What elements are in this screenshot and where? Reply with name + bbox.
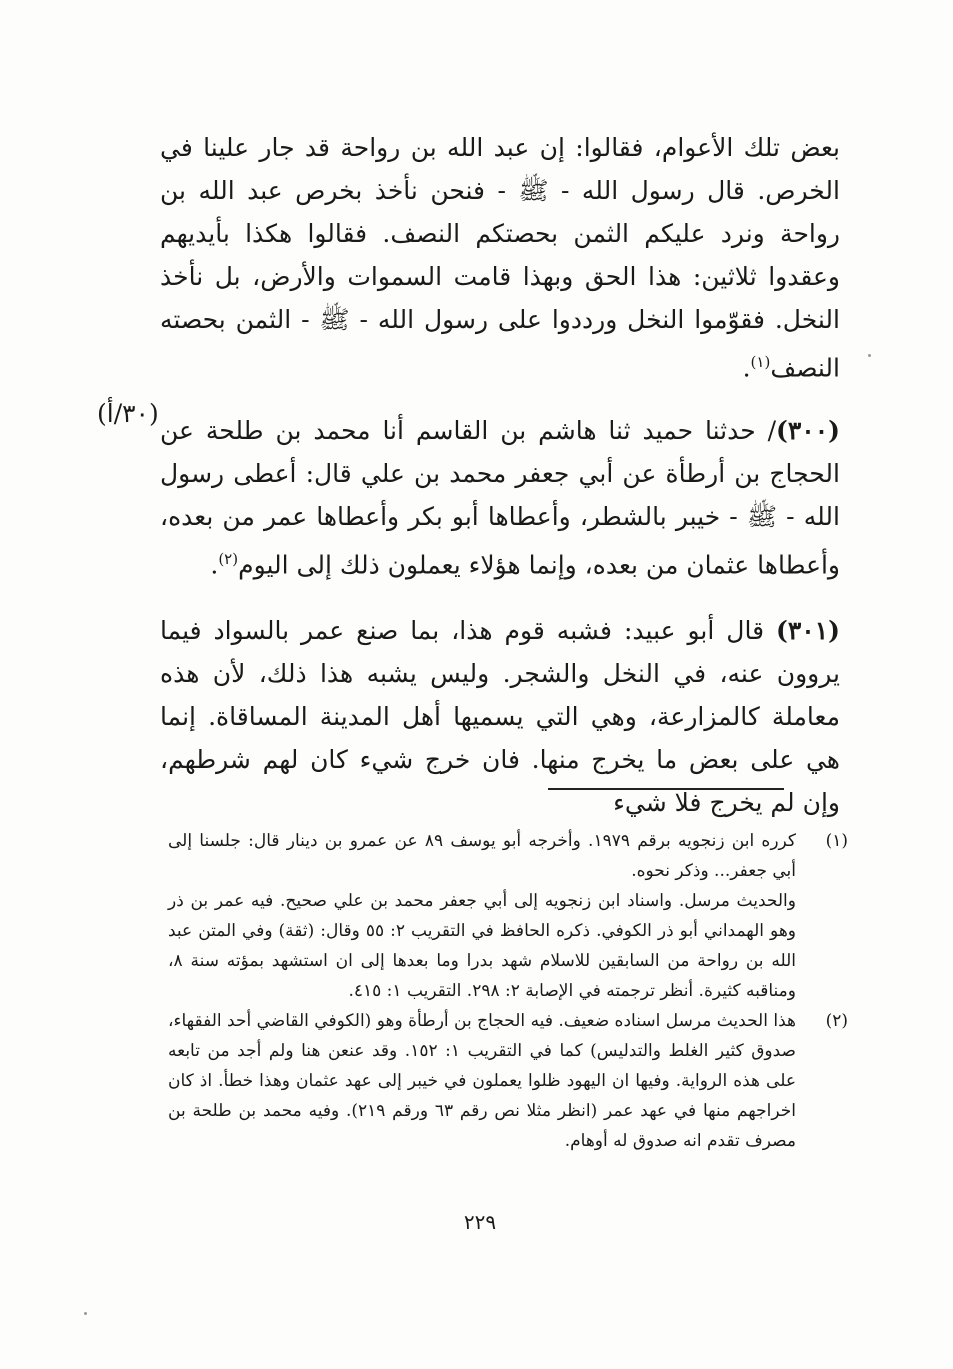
footnote-2-number: (٢) xyxy=(825,1011,848,1031)
footnote-separator xyxy=(548,788,784,790)
manuscript-folio-marker: (٣٠/أ) xyxy=(97,399,159,428)
footnotes xyxy=(168,826,848,1156)
hadith-number-300: (٣٠٠) xyxy=(776,416,840,446)
scan-speck xyxy=(84,1312,87,1315)
footnote-1-body xyxy=(168,826,796,1006)
hadith-number-301: (٣٠١) xyxy=(776,615,840,645)
footnote-ref-1: (١) xyxy=(750,353,771,371)
footnote-1 xyxy=(168,826,848,1006)
main-text xyxy=(160,126,840,824)
footnote-2 xyxy=(168,1006,848,1156)
footnote-1-line-1: كرره ابن زنجويه برقم ١٩٧٩. وأخرجه أبو يوسف ٨٩ عن عمرو بن دينار قال: جلسنا إلى أبي جعفر... وذكر نحوه. xyxy=(168,831,796,881)
footnote-2-body xyxy=(168,1006,796,1156)
paragraph-hadith-301 xyxy=(160,609,840,824)
footnote-2-line-1: هذا الحديث مرسل اسناده ضعيف. فيه الحجاج بن أرطأة وهو (الكوفي القاضي أحد الفقهاء، صدوق كثير الغلط والتدليس) كما في التقريب ١: ١٥٢. وقد عنعن هنا ولم أجد من تابعه على هذه الرواية. وفيها ان اليهود ظلوا يعملون في خيبر إلى عهد عثمان وهذا خطأ. اذ كان اخراجهم منها في عهد عمر (انظر مثلا نص رقم ٦٣ ورقم ٢١٩). وفيه محمد بن طلحة بن مصرف تقدم انه صدوق له أوهام. xyxy=(168,1011,796,1151)
scan-speck xyxy=(868,354,871,357)
paragraph-intro-end: . xyxy=(742,353,751,383)
paragraph-intro xyxy=(160,126,840,389)
footnote-ref-2: (٢) xyxy=(218,550,239,569)
paragraph-intro-text: بعض تلك الأعوام، فقالوا: إن عبد الله بن رواحة قد جار علينا في الخرص. قال رسول الله - ﷺ - فنحن نأخذ بخرص عبد الله بن رواحة ونرد عليكم الثمن بحصتكم النصف. فقالوا هكذا بأيديهم وعقدوا ثلاثين: هذا الحق وبهذا قامت السموات والأرض، بل نأخذ النخل. فقوّموا النخل ورددوا على رسول الله - ﷺ - الثمن بحصته النصف xyxy=(160,133,840,383)
hadith-301-text: قال أبو عبيد: فشبه قوم هذا، بما صنع عمر بالسواد فيما يروون عنه، في النخل والشجر. وليس يشبه هذا ذلك، لأن هذه معاملة كالمزارعة، وهي التي يسميها أهل المدينة المساقاة. إنما هي على بعض ما يخرج منها. فان خرج شيء كان لهم شرطهم، وإن لم يخرج فلا شيء xyxy=(160,615,840,817)
footnote-1-number: (١) xyxy=(825,831,848,851)
hadith-300-text: / حدثنا حميد ثنا هاشم بن القاسم أنا محمد بن طلحة عن الحجاج بن أرطأة عن أبي جعفر محمد بن علي قال: أعطى رسول الله - ﷺ - خيبر بالشطر، وأعطاها أبو بكر وأعطاها عمر من بعده، وأعطاها عثمان من بعده، وإنما هؤلاء يعملون ذلك إلى اليوم xyxy=(160,416,840,580)
footnote-1-line-2: والحديث مرسل. واسناد ابن زنجويه إلى أبي جعفر محمد بن علي صحيح. فيه عمر بن ذر وهو الهمداني أبو ذر الكوفي. ذكره الحافظ في التقريب ٢: ٥٥ وقال: (ثقة) وفي المتن عبد الله بن رواحة من السابقين للاسلام شهد بدرا وما بعدها إلى ان استشهد بمؤته سنة ٨، ومناقبه كثيرة. أنظر ترجمته في الإصابة ٢: ٢٩٨. التقريب ١: ٤١٥. xyxy=(168,891,797,1001)
paragraph-hadith-300 xyxy=(160,409,840,586)
page-number: ٢٢٩ xyxy=(463,1210,497,1234)
hadith-300-end: . xyxy=(210,550,219,580)
